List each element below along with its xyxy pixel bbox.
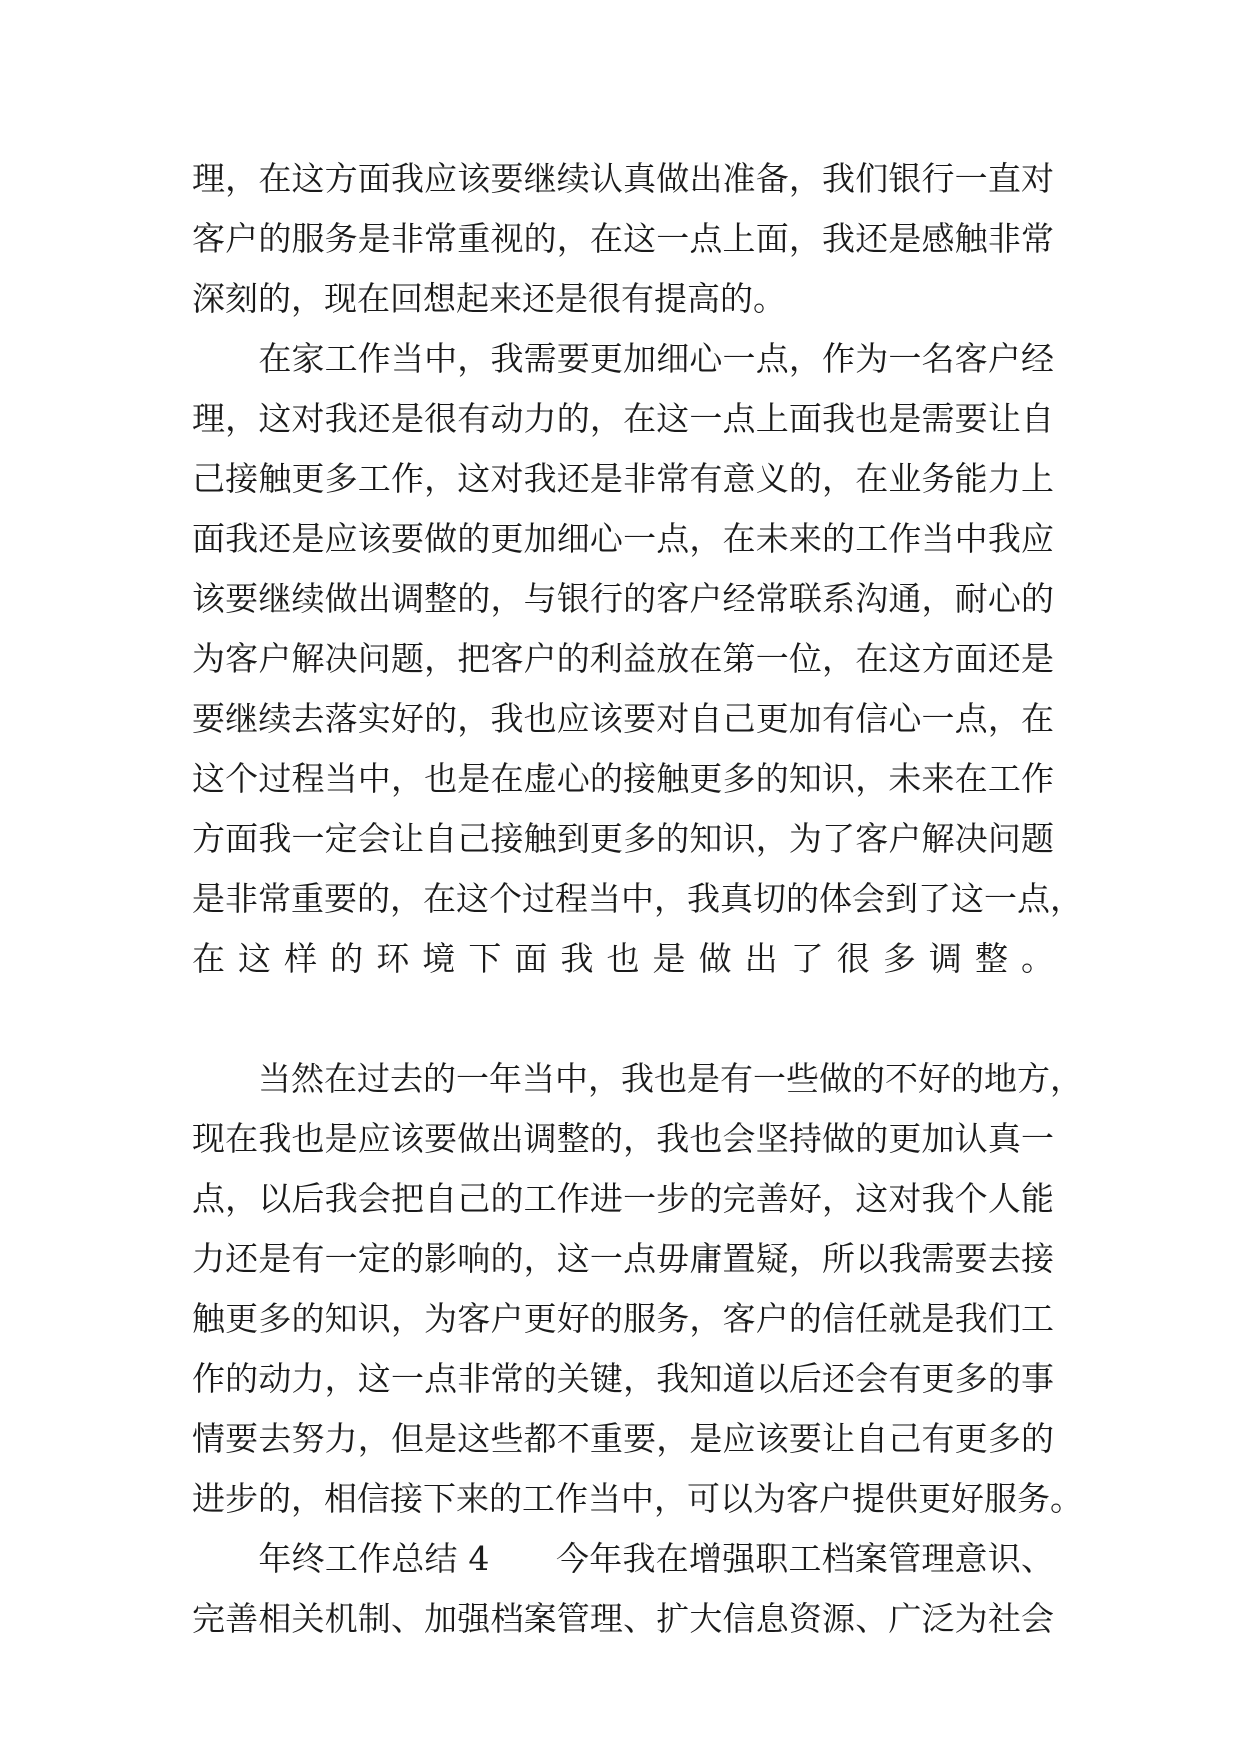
text-line: 这个过程当中，也是在虚心的接触更多的知识，未来在工作 bbox=[192, 759, 1054, 798]
text-line: 己接触更多工作，这对我还是非常有意义的，在业务能力上 bbox=[192, 459, 1054, 498]
text-line: 在这样的环境下面我也是做出了很多调整。 bbox=[192, 939, 1054, 978]
text-line: 理，这对我还是很有动力的，在这一点上面我也是需要让自 bbox=[192, 399, 1054, 438]
text-line: 深刻的，现在回想起来还是很有提高的。 bbox=[192, 279, 786, 318]
text-line bbox=[192, 989, 1054, 1049]
text-line: 是非常重要的，在这个过程当中，我真切的体会到了这一点， bbox=[192, 879, 1083, 918]
text-line: 当然在过去的一年当中，我也是有一些做的不好的地方， bbox=[192, 1059, 1083, 1098]
paragraph-3 bbox=[192, 1049, 1083, 1529]
text-line: 完善相关机制、加强档案管理、扩大信息资源、广泛为社会 bbox=[192, 1599, 1054, 1638]
text-line: 该要继续做出调整的，与银行的客户经常联系沟通，耐心的 bbox=[192, 579, 1054, 618]
text-line: 点，以后我会把自己的工作进一步的完善好，这对我个人能 bbox=[192, 1179, 1054, 1218]
text-line: 进步的，相信接下来的工作当中，可以为客户提供更好服务。 bbox=[192, 1479, 1083, 1518]
text-line: 在家工作当中，我需要更加细心一点，作为一名客户经 bbox=[192, 339, 1054, 378]
text-line: 方面我一定会让自己接触到更多的知识，为了客户解决问题 bbox=[192, 819, 1054, 858]
text-line: 触更多的知识，为客户更好的服务，客户的信任就是我们工 bbox=[192, 1299, 1054, 1338]
paragraph-2 bbox=[192, 329, 1083, 1049]
text-line: 现在我也是应该要做出调整的，我也会坚持做的更加认真一 bbox=[192, 1119, 1054, 1158]
paragraph-1 bbox=[192, 149, 1054, 329]
text-line: 力还是有一定的影响的，这一点毋庸置疑，所以我需要去接 bbox=[192, 1239, 1054, 1278]
text-line: 客户的服务是非常重视的，在这一点上面，我还是感触非常 bbox=[192, 219, 1054, 258]
text-line: 要继续去落实好的，我也应该要对自己更加有信心一点，在 bbox=[192, 699, 1054, 738]
document-page bbox=[192, 149, 1083, 1649]
text-line: 作的动力，这一点非常的关键，我知道以后还会有更多的事 bbox=[192, 1359, 1054, 1398]
paragraph-4 bbox=[192, 1529, 1054, 1649]
text-line: 年终工作总结 4 今年我在增强职工档案管理意识、 bbox=[192, 1539, 1054, 1578]
text-line: 为客户解决问题，把客户的利益放在第一位，在这方面还是 bbox=[192, 639, 1054, 678]
text-line: 理，在这方面我应该要继续认真做出准备，我们银行一直对 bbox=[192, 159, 1054, 198]
text-line: 面我还是应该要做的更加细心一点，在未来的工作当中我应 bbox=[192, 519, 1054, 558]
text-line: 情要去努力，但是这些都不重要，是应该要让自己有更多的 bbox=[192, 1419, 1054, 1458]
